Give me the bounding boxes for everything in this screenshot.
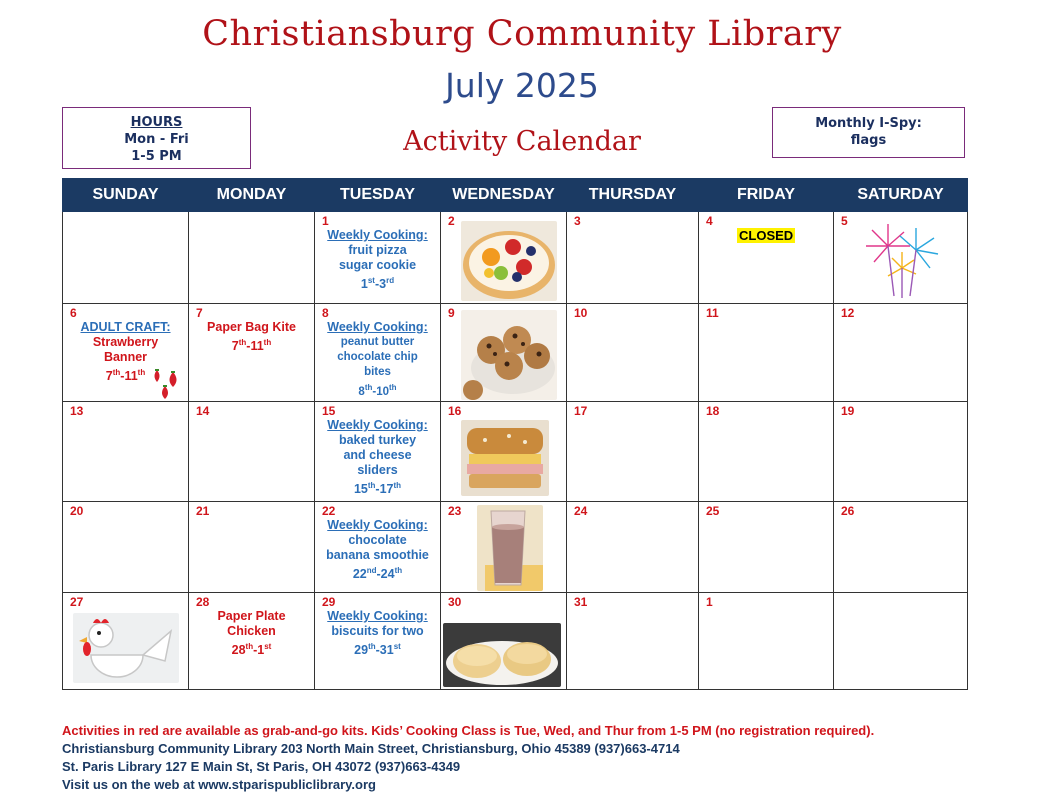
website-line: Visit us on the web at www.stparispubliclibrary.org	[62, 777, 376, 792]
activity-date-range: 7th-11th	[105, 368, 146, 384]
ispy-theme: flags	[850, 133, 887, 148]
day-number: 17	[574, 404, 588, 418]
day-number: 11	[706, 306, 719, 320]
activity-date-range: 8th-10th	[358, 383, 397, 398]
day-number: 27	[70, 595, 84, 609]
smoothie-photo	[477, 505, 543, 591]
activity-heading-link[interactable]: Weekly Cooking:	[327, 518, 428, 532]
activity-date-range: 1st-3rd	[360, 276, 395, 292]
activity-line: peanut butter	[340, 336, 415, 348]
activity-line: biscuits for two	[331, 624, 424, 638]
day-cell-empty	[63, 212, 189, 304]
biscuits-photo	[443, 623, 561, 687]
week-row	[63, 502, 968, 593]
day-number: 12	[841, 306, 855, 320]
day-number: 6	[70, 306, 77, 320]
calendar-subtitle: Activity Calendar	[403, 126, 641, 157]
activity-line: chocolate	[348, 533, 407, 547]
day-number: 5	[841, 214, 848, 228]
day-number: 26	[841, 504, 855, 518]
activity-line: sugar cookie	[338, 258, 417, 272]
fireworks-clipart	[858, 216, 942, 300]
day-cell	[567, 502, 699, 593]
day-number: 24	[574, 504, 588, 518]
activity-heading-link[interactable]: Weekly Cooking:	[327, 609, 428, 623]
activity-line: Chicken	[227, 624, 276, 638]
weekday-wednesday: WEDNESDAY	[441, 179, 567, 212]
library-title: Christiansburg Community Library	[202, 14, 842, 54]
weekday-header-row	[63, 179, 968, 212]
day-cell	[699, 304, 834, 402]
day-number: 9	[448, 306, 455, 320]
day-cell	[315, 304, 441, 402]
day-number: 8	[322, 306, 329, 320]
day-number: 19	[841, 404, 855, 418]
hours-days: Mon - Fri	[124, 132, 189, 147]
activity-date-range: 7th-11th	[231, 338, 272, 354]
day-cell	[834, 304, 968, 402]
hours-box	[62, 107, 251, 169]
day-number: 7	[196, 306, 203, 320]
activity-heading-link[interactable]: Weekly Cooking:	[327, 418, 428, 432]
ispy-label: Monthly I-Spy:	[815, 116, 922, 131]
activity-line: fruit pizza	[348, 243, 407, 257]
week-row	[63, 402, 968, 502]
day-cell	[189, 502, 315, 593]
day-number: 2	[448, 214, 455, 228]
day-cell	[699, 593, 834, 690]
day-number: 3	[574, 214, 581, 228]
weekday-tuesday: TUESDAY	[315, 179, 441, 212]
day-number: 1	[706, 595, 713, 609]
day-number: 22	[322, 504, 336, 518]
day-cell	[63, 304, 189, 402]
day-cell	[699, 402, 834, 502]
activity-date-range: 29th-31st	[354, 642, 401, 658]
day-cell	[63, 593, 189, 690]
day-cell	[441, 593, 567, 690]
day-number: 15	[322, 404, 336, 418]
closed-badge: CLOSED	[739, 228, 794, 243]
ispy-box	[772, 107, 965, 158]
activity-date-range: 22nd-24th	[352, 566, 403, 582]
strawberries-clipart	[151, 366, 187, 400]
fruit-pizza-photo	[461, 221, 557, 301]
day-number: 1	[322, 214, 329, 228]
activity-heading-link[interactable]: Weekly Cooking:	[327, 228, 428, 242]
day-number: 21	[196, 504, 210, 518]
day-cell	[834, 502, 968, 593]
hours-heading: HOURS	[130, 115, 183, 130]
day-cell	[567, 593, 699, 690]
activity-date-range: 28th-1st	[231, 642, 272, 658]
day-cell	[567, 304, 699, 402]
day-cell	[441, 212, 567, 304]
day-number: 16	[448, 404, 462, 418]
day-number: 20	[70, 504, 84, 518]
day-number: 14	[196, 404, 210, 418]
weekday-sunday: SUNDAY	[63, 179, 189, 212]
day-cell	[441, 502, 567, 593]
day-cell	[699, 502, 834, 593]
activity-date-range: 15th-17th	[353, 481, 402, 497]
hours-time: 1-5 PM	[131, 149, 182, 164]
weekday-thursday: THURSDAY	[567, 179, 699, 212]
weekday-monday: MONDAY	[189, 179, 315, 212]
day-cell	[315, 502, 441, 593]
activity-line: and cheese	[343, 448, 412, 462]
day-number: 23	[448, 504, 462, 518]
day-cell-empty	[189, 212, 315, 304]
day-cell	[567, 402, 699, 502]
activity-heading-link[interactable]: Weekly Cooking:	[327, 320, 428, 334]
day-cell	[315, 593, 441, 690]
activity-heading-link[interactable]: ADULT CRAFT:	[80, 320, 171, 334]
pb-bites-photo	[461, 310, 557, 400]
day-cell	[63, 402, 189, 502]
day-cell	[834, 212, 968, 304]
activity-line: baked turkey	[338, 433, 417, 447]
activity-line: chocolate chip	[337, 351, 418, 363]
day-cell	[441, 402, 567, 502]
st-paris-address: St. Paris Library 127 E Main St, St Paris, OH 43072 (937)663-4349	[62, 759, 461, 774]
paper-plate-chicken-photo	[73, 613, 179, 683]
activity-line: bites	[364, 366, 391, 378]
day-number: 4	[706, 214, 713, 228]
day-cell-empty	[834, 593, 968, 690]
day-cell	[567, 212, 699, 304]
activity-line: banana smoothie	[326, 548, 429, 562]
day-cell	[189, 402, 315, 502]
week-row	[63, 304, 968, 402]
day-number: 31	[574, 595, 588, 609]
calendar-grid	[62, 178, 968, 690]
sliders-photo	[461, 420, 549, 496]
day-number: 29	[322, 595, 336, 609]
activity-line: Paper Bag Kite	[207, 320, 296, 334]
day-number: 28	[196, 595, 210, 609]
activity-line: sliders	[357, 463, 398, 477]
weekday-saturday: SATURDAY	[834, 179, 968, 212]
day-cell	[834, 402, 968, 502]
week-row	[63, 212, 968, 304]
day-number: 30	[448, 595, 462, 609]
activity-line: Paper Plate	[217, 609, 286, 623]
week-row	[63, 593, 968, 690]
christiansburg-address: Christiansburg Community Library 203 North Main Street, Christiansburg, Ohio 45389 (937)663-4714	[62, 741, 680, 756]
day-cell	[189, 304, 315, 402]
activity-line: Banner	[103, 350, 148, 364]
weekday-friday: FRIDAY	[699, 179, 834, 212]
day-cell	[63, 502, 189, 593]
grab-and-go-note: Activities in red are available as grab-and-go kits. Kids’ Cooking Class is Tue, Wed, and Thur from 1-5 PM (no registration required).	[62, 723, 875, 738]
day-number: 18	[706, 404, 720, 418]
day-cell	[441, 304, 567, 402]
activity-line: Strawberry	[92, 335, 159, 349]
day-cell	[699, 212, 834, 304]
day-number: 25	[706, 504, 720, 518]
day-cell	[189, 593, 315, 690]
day-cell	[315, 212, 441, 304]
day-number: 13	[70, 404, 84, 418]
month-heading: July 2025	[445, 66, 599, 105]
day-number: 10	[574, 306, 588, 320]
day-cell	[315, 402, 441, 502]
